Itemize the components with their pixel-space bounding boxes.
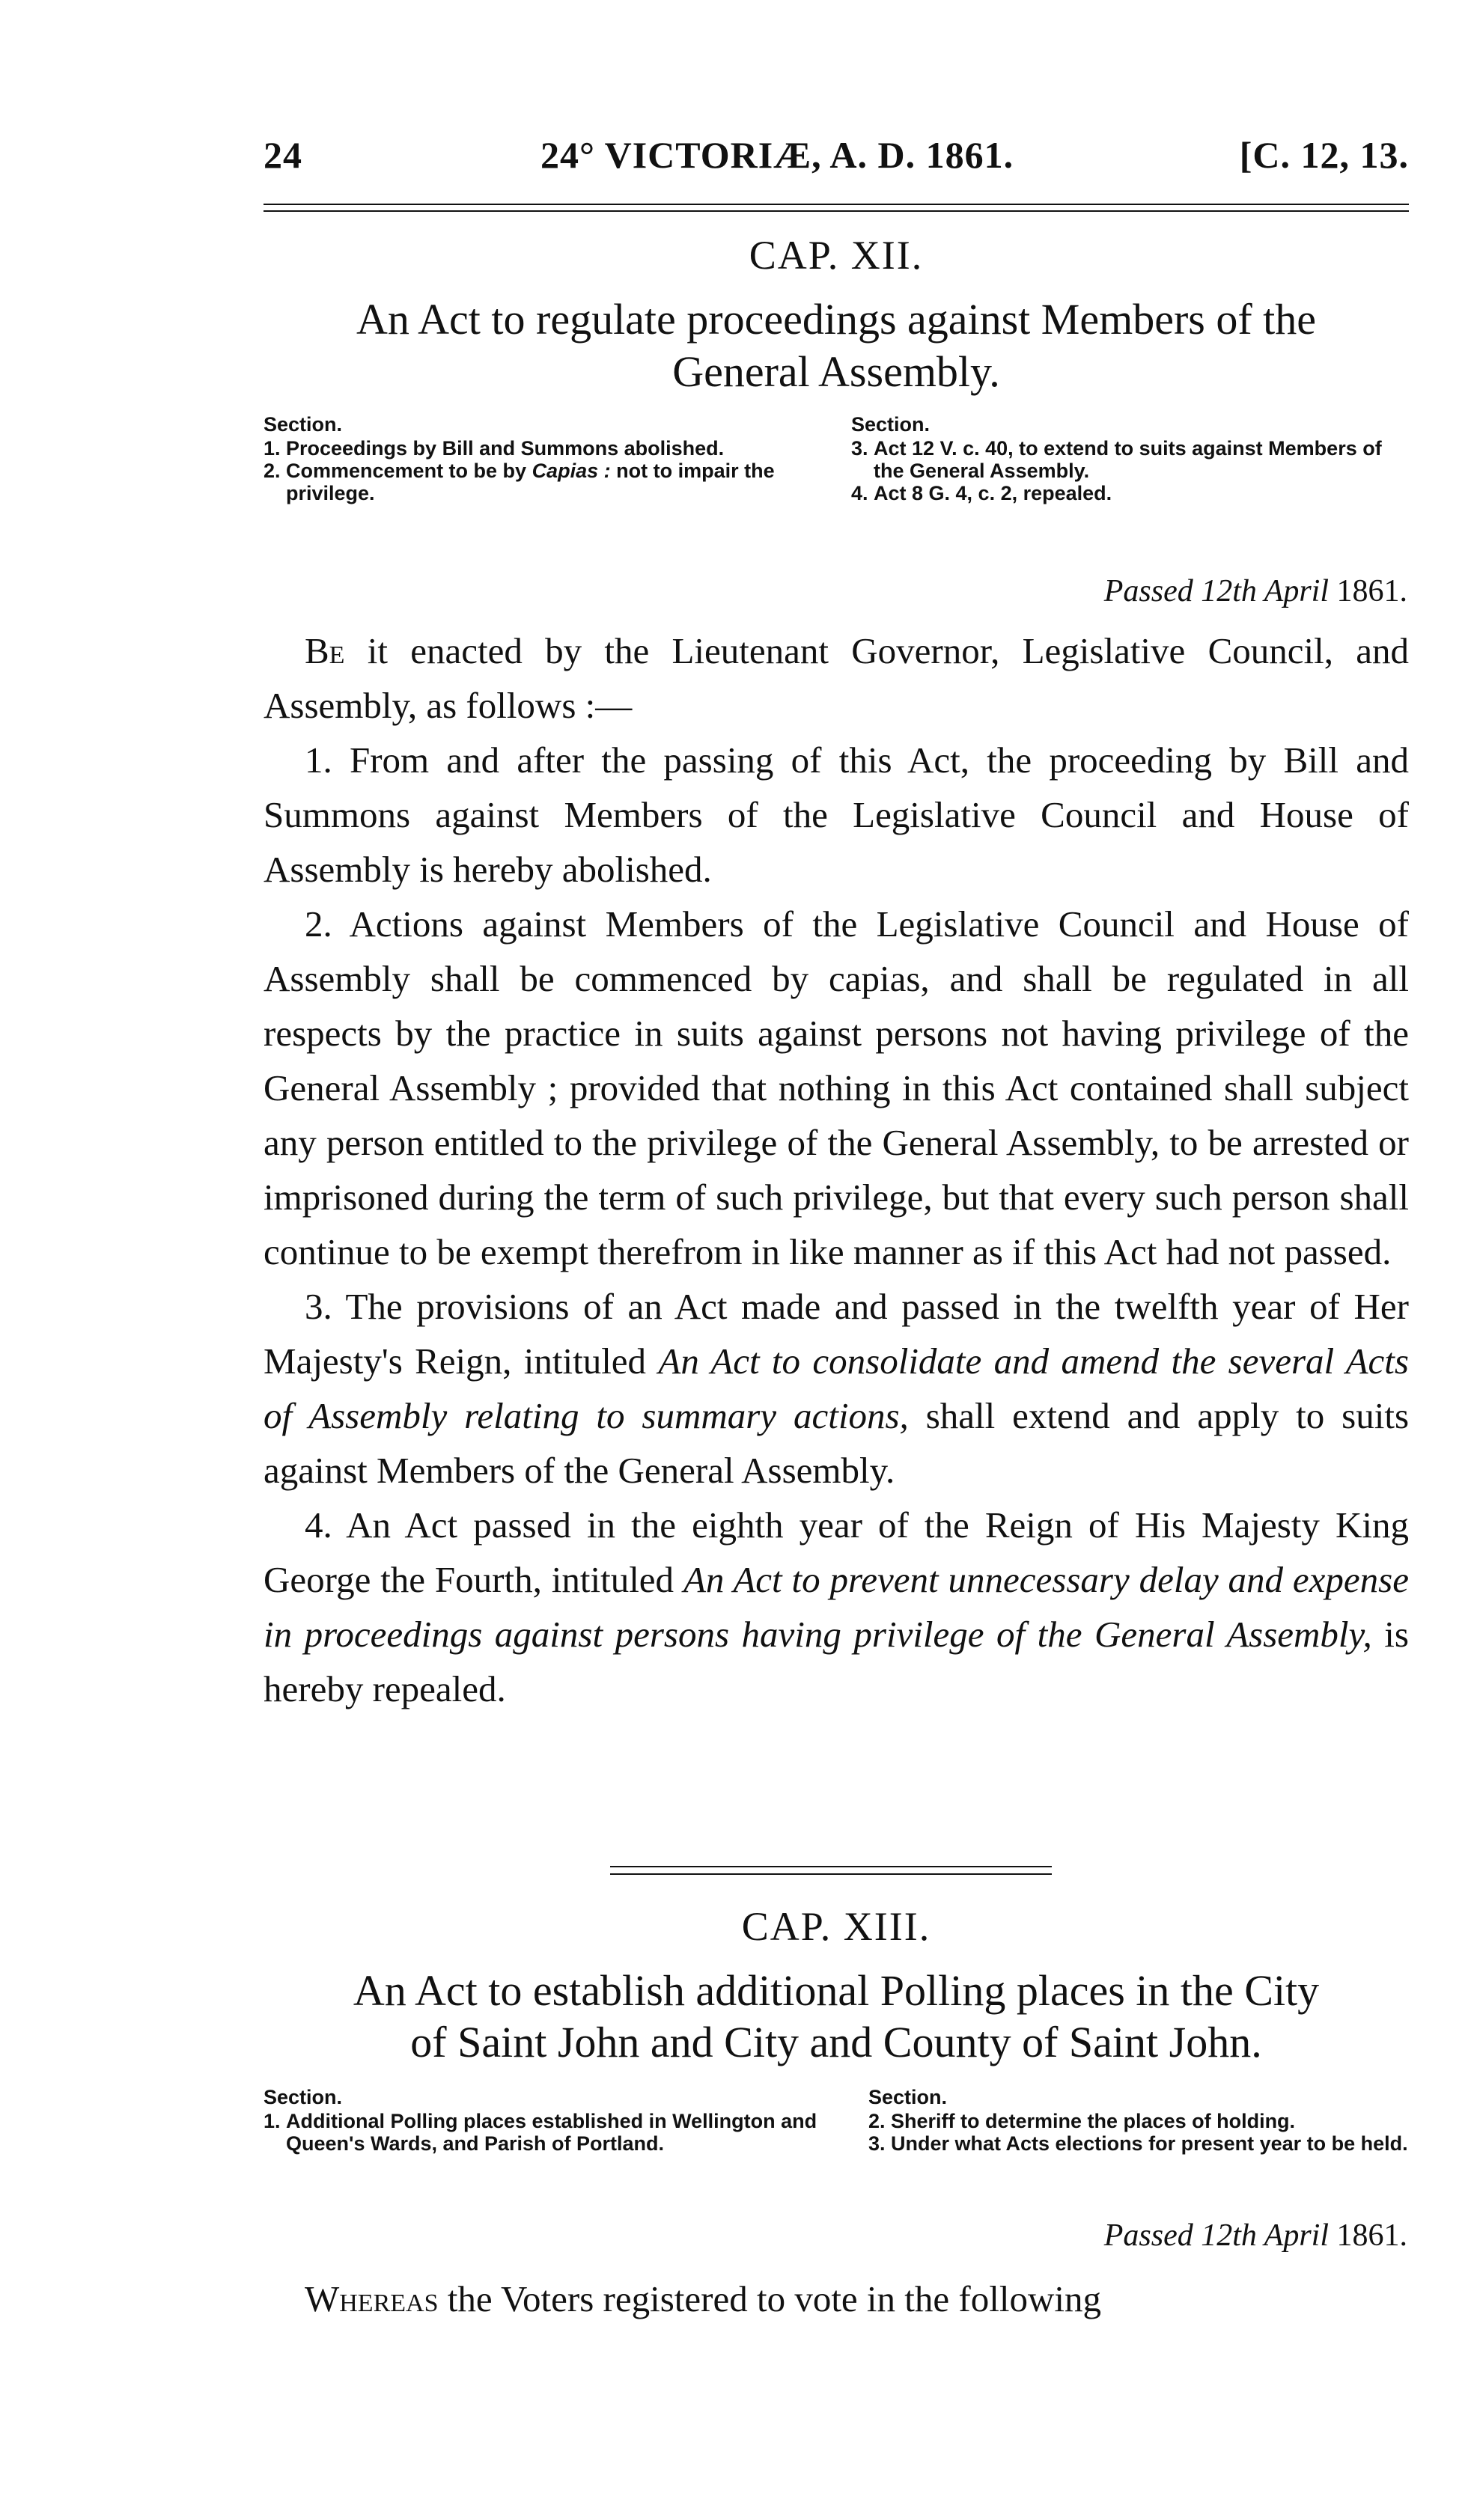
toc-item: 3. Act 12 V. c. 40, to extend to suits against Members of the General Assembly. bbox=[851, 437, 1382, 482]
cap-12-passed-date: Passed 12th April 1861. bbox=[1103, 574, 1407, 608]
cap-12-body bbox=[264, 623, 1409, 1716]
header-rule-bottom bbox=[264, 210, 1409, 212]
section-label: Section. bbox=[264, 2086, 343, 2108]
cap-12-sections-left bbox=[264, 413, 802, 504]
cap-13-passed-date: Passed 12th April 1861. bbox=[1103, 2218, 1407, 2253]
cap-13-sections-right bbox=[868, 2086, 1409, 2155]
section-label: Section. bbox=[868, 2086, 948, 2108]
toc-item: 1. Additional Polling places established in Wellington and Queen's Wards, and Parish of Portland. bbox=[264, 2110, 817, 2155]
toc-item: 3. Under what Acts elections for present year to be held. bbox=[868, 2132, 1408, 2155]
section-divider-top bbox=[610, 1866, 1052, 1867]
cap-12-title-line-2: General Assembly. bbox=[672, 347, 1000, 396]
cap-13-body bbox=[264, 2272, 1409, 2326]
page-number: 24 bbox=[264, 134, 302, 176]
header-rule-top bbox=[264, 204, 1409, 205]
cap-13-sections-left bbox=[264, 2086, 840, 2155]
enacting-clause: Be it enacted by the Lieutenant Governor, Legislative Council, and Assembly, as follows :— bbox=[264, 630, 1409, 726]
whereas-clause: Whereas the Voters registered to vote in the following bbox=[305, 2278, 1101, 2319]
toc-item: 2. Sheriff to determine the places of holding. bbox=[868, 2110, 1296, 2132]
toc-item: 4. Act 8 G. 4, c. 2, repealed. bbox=[851, 482, 1112, 504]
section-label: Section. bbox=[264, 413, 343, 436]
toc-item: 2. Commencement to be by Capias : not to impair the privilege. bbox=[264, 460, 775, 504]
cap-12-title-line-1: An Act to regulate proceedings against Members of the bbox=[356, 295, 1317, 344]
section-2: 2. Actions against Members of the Legislative Council and House of Assembly shall be commenced by capias, and shall be regulated in all respects by the practice in suits against persons not having privilege of the General Assembly ; provided that nothing in this Act contained shall subject any person entitled to the privilege of the General Assembly, to be arrested or imprisoned during the term of such privilege, but that every such person shall continue to be exempt therefrom in like manner as if this Act had not passed. bbox=[264, 903, 1409, 1272]
section-label: Section. bbox=[851, 413, 931, 436]
cap-13-title-line-2: of Saint John and City and County of Saint John. bbox=[410, 2018, 1262, 2066]
cap-12-sections-right bbox=[851, 413, 1409, 504]
section-divider-bottom bbox=[610, 1873, 1052, 1875]
chapter-range: [C. 12, 13. bbox=[1239, 134, 1409, 176]
running-head bbox=[264, 133, 1409, 186]
section-4: 4. An Act passed in the eighth year of the Reign of His Majesty King George the Fourth, intituled An Act to prevent unnecessary delay and expense in proceedings against persons having privilege of the General Assembly, is hereby repealed. bbox=[264, 1504, 1409, 1709]
running-title: 24° VICTORIÆ, A. D. 1861. bbox=[540, 134, 1014, 176]
section-3: 3. The provisions of an Act made and passed in the twelfth year of Her Majesty's Reign, intituled An Act to consolidate and amend the several Acts of Assembly relating to summary actions, shall extend and apply to suits against Members of the General Assembly. bbox=[264, 1286, 1410, 1491]
section-1: 1. From and after the passing of this Act, the proceeding by Bill and Summons against Members of the Legislative Council and House of Assembly is hereby abolished. bbox=[264, 739, 1409, 890]
toc-item: 1. Proceedings by Bill and Summons abolished. bbox=[264, 437, 725, 460]
cap-12-heading: CAP. XII. bbox=[749, 233, 924, 278]
cap-13-title-line-1: An Act to establish additional Polling places in the City bbox=[353, 1966, 1320, 2015]
cap-13-heading: CAP. XIII. bbox=[741, 1904, 931, 1949]
